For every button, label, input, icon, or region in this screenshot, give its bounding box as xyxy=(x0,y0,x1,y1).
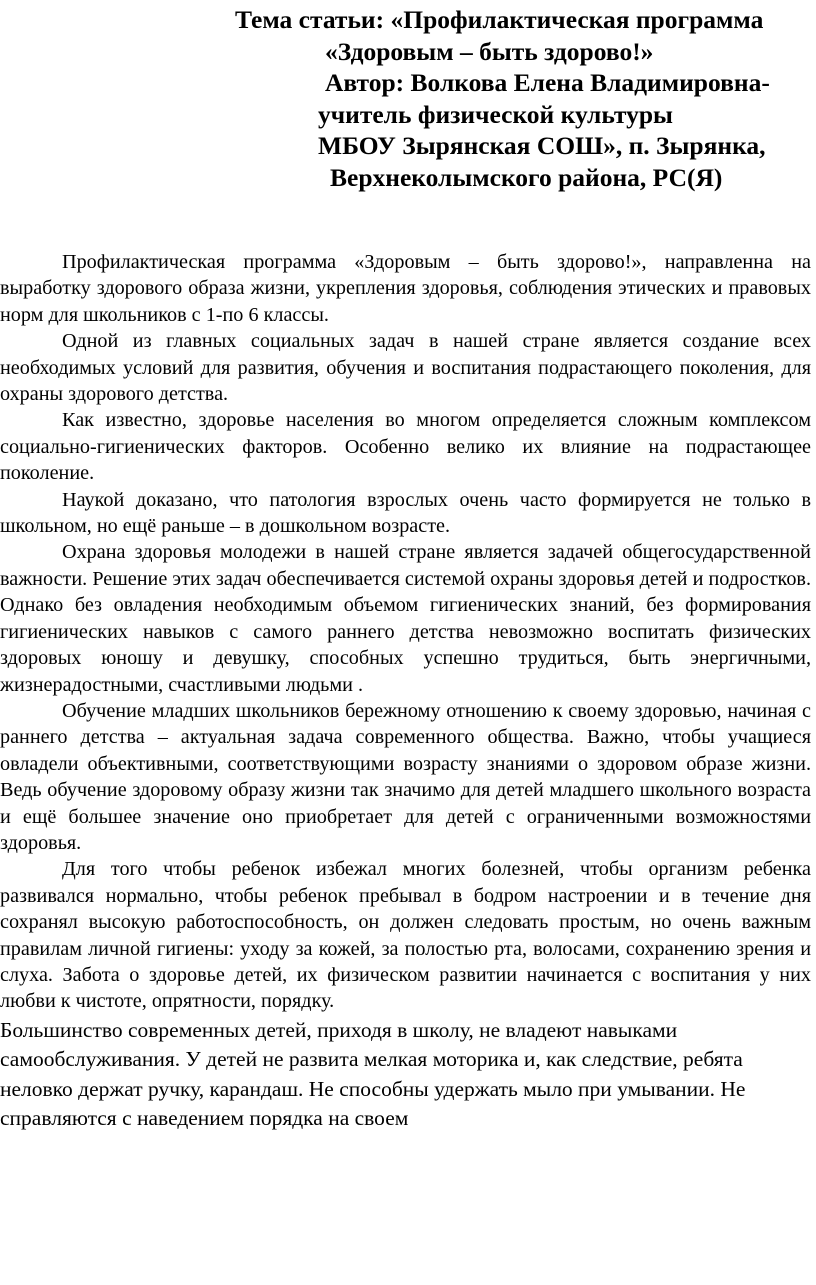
header-district: Верхнеколымского района, РС(Я) xyxy=(330,162,723,192)
header-topic-line: Тема статьи: «Профилактическая программа xyxy=(235,5,764,34)
header-school: МБОУ Зырянская СОШ», п. Зырянка, xyxy=(318,131,766,160)
paragraph-self-service-skills: Большинство современных детей, приходя в школу, не владеют навыками самообслуживания. У детей не развита мелкая моторика и, как следствие, ребята неловко держат ручку, карандаш. Не способны удержать мыло при умывании. Не справляются с наведением порядка на своем xyxy=(0,1017,746,1131)
paragraph-personal-hygiene: Для того чтобы ребенок избежал многих болезней, чтобы организм ребенка развивался нормально, чтобы ребенок пребывал в бодром настроении и в течение дня сохранял высокую работоспособность, он должен следовать простым, но очень важным правилам личной гигиены: уходу за кожей, за полостью рта, волосами, сохранению зрения и слуха. Забота о здоровье детей, их физическом развитии начинается с воспитания у них любви к чистоте, опрятности, порядку. xyxy=(0,858,811,1013)
paragraph-science-proved: Наукой доказано, что патология взрослых очень часто формируется не только в школьном, но ещё раньше – в дошкольном возрасте. xyxy=(0,488,811,538)
header-program-title: «Здоровым – быть здорово!» xyxy=(325,36,654,66)
paragraph-teaching-students: Обучение младших школьников бережному отношению к своему здоровью, начиная с раннего детства – актуальная задача современного общества. Важно, чтобы учащиеся овладели объективными, соответствующими возрасту знаниями о здоровом образе жизни. Ведь обучение здоровому образу жизни так значимо для детей младшего школьного возраста и ещё большее значение оно приобретает для детей с ограниченными возможностями здоровья. xyxy=(0,699,811,854)
paragraph-social-tasks: Одной из главных социальных задач в нашей стране является создание всех необходимых условий для развития, обучения и воспитания подрастающего поколения, для охраны здорового детства. xyxy=(0,330,811,406)
paragraph-youth-health-protection: Охрана здоровья молодежи в нашей стране является задачей общегосударственной важности. Решение этих задач обеспечивается системой охраны здоровья детей и подростков. Однако без овладения необходимым объемом гигиенических знаний, без формирования гигиенических навыков с самого раннего детства невозможно воспитать физических здоровых юношу и девушку, способных успешно трудиться, быть энергичными, жизнерадостными, счастливыми людьми . xyxy=(0,541,811,696)
header-author-position: учитель физической культуры xyxy=(318,99,673,129)
article-header xyxy=(0,4,816,193)
paragraph-program-intro: Профилактическая программа «Здоровым – быть здорово!», направленна на выработку здорового образа жизни, укрепления здоровья, соблюдения этических и правовых норм для школьников с 1-по 6 классы. xyxy=(0,251,811,326)
article-body xyxy=(0,249,811,1134)
header-author: Автор: Волкова Елена Владимировна- xyxy=(325,68,770,97)
paragraph-health-factors: Как известно, здоровье населения во многом определяется сложным комплексом социально-гигиенических факторов. Особенно велико их влияние на подрастающее поколение. xyxy=(0,409,811,485)
